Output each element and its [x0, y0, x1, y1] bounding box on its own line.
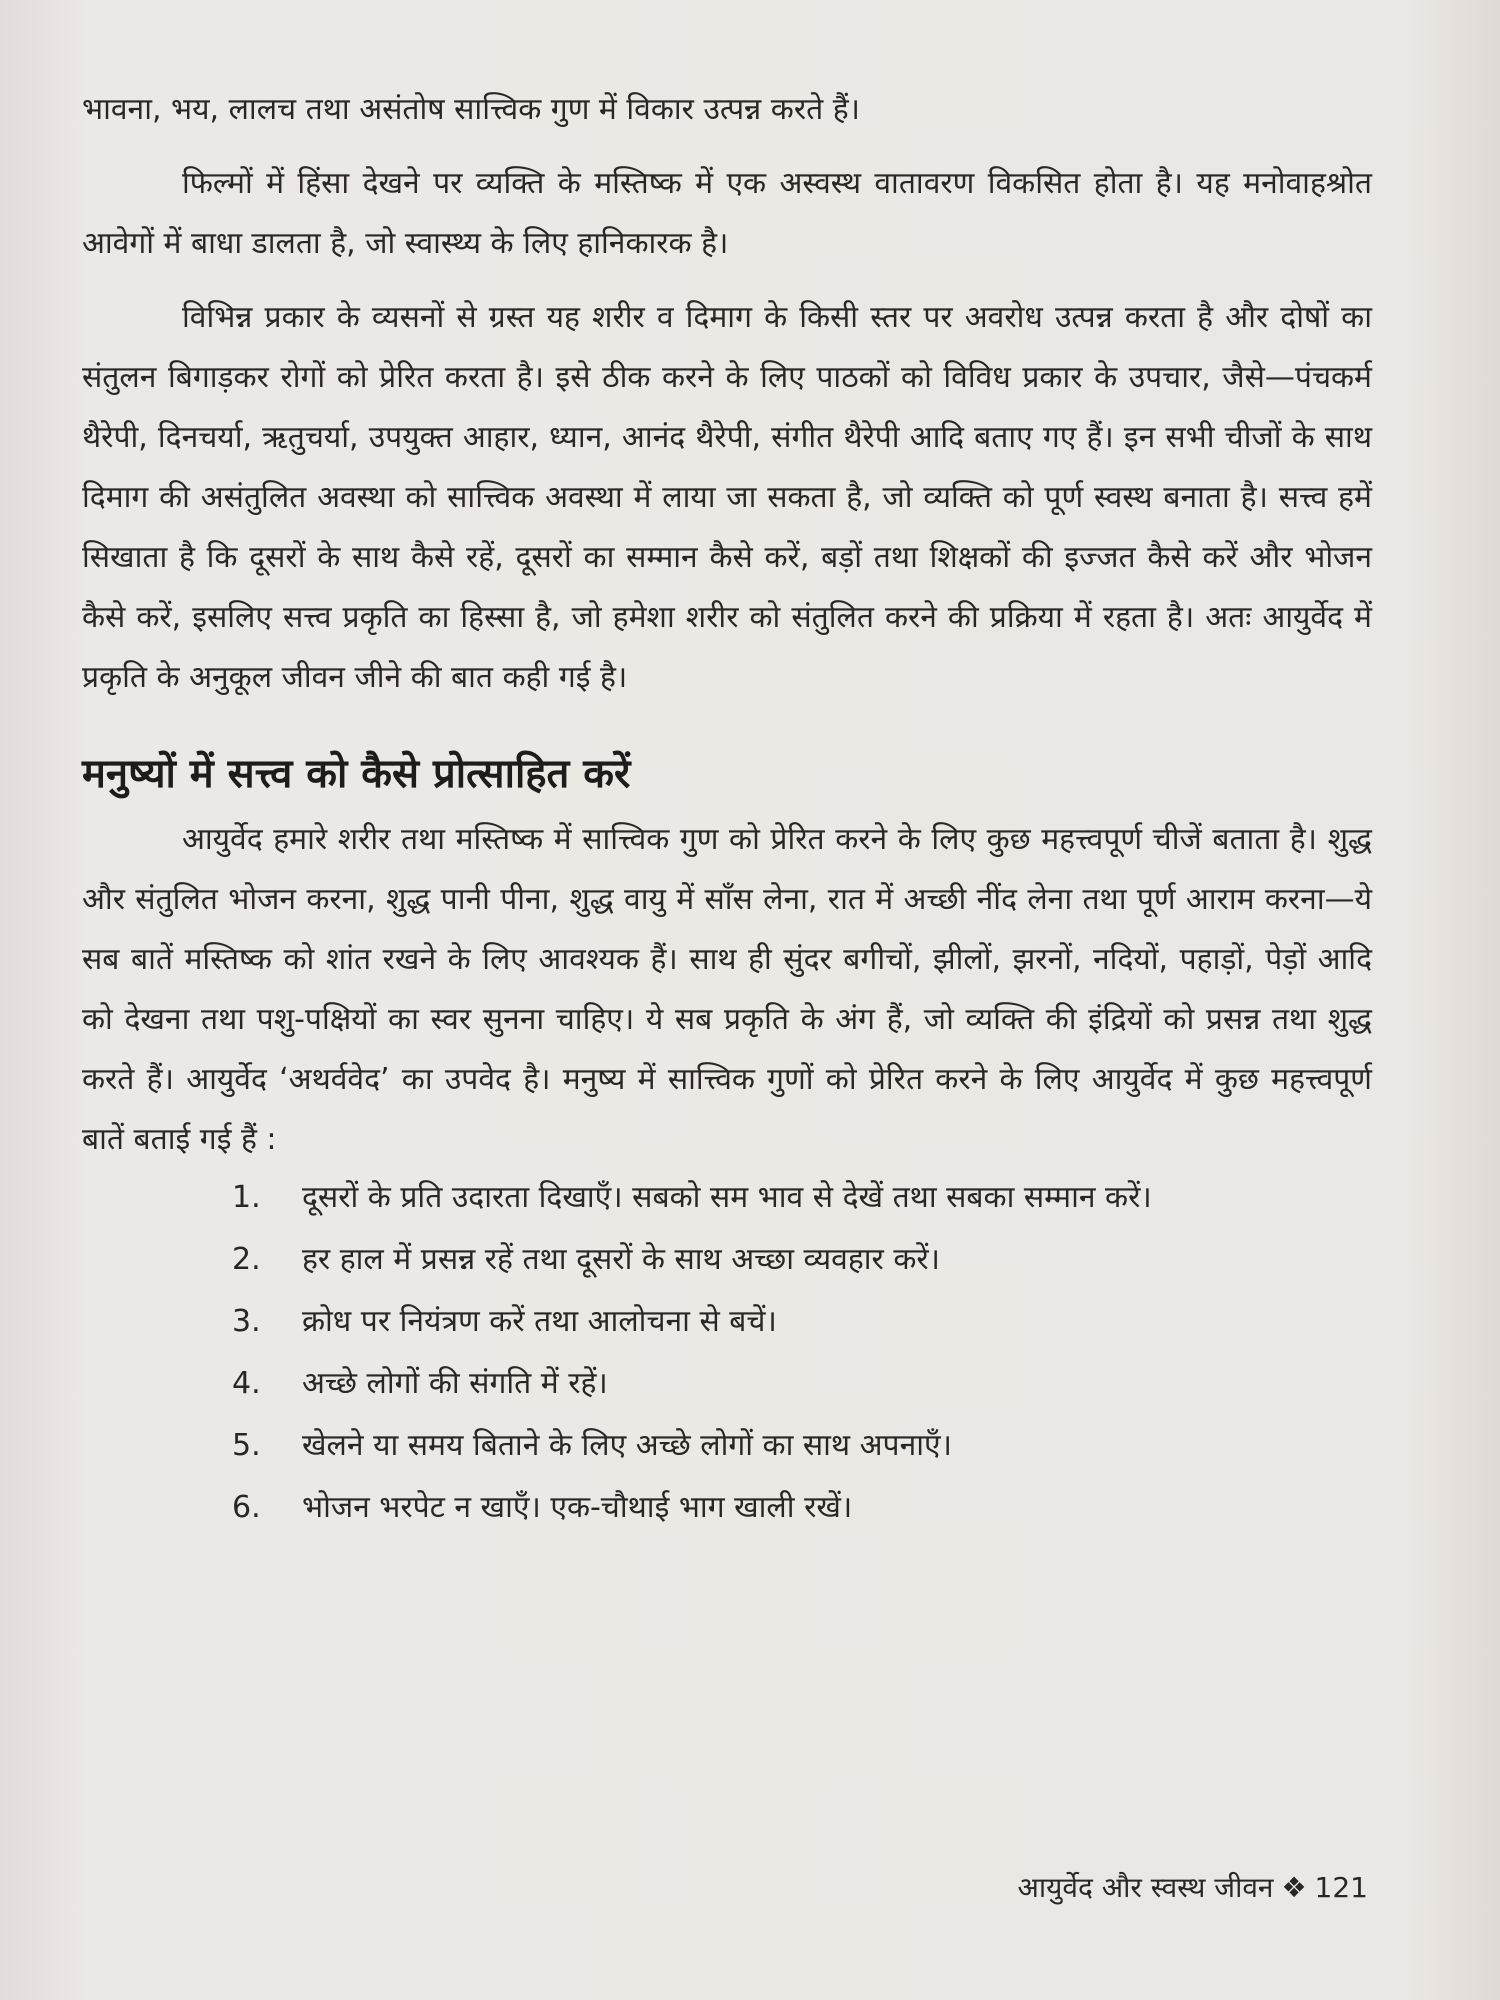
list-item-number: 2. — [232, 1242, 261, 1277]
list-item — [232, 1356, 1372, 1412]
list-item-text: भोजन भरपेट न खाएँ। एक-चौथाई भाग खाली रखें। — [302, 1490, 853, 1525]
list-item-number: 4. — [232, 1366, 261, 1401]
list-item-number: 5. — [232, 1428, 261, 1463]
list-item — [232, 1418, 1372, 1474]
list-item-text: खेलने या समय बिताने के लिए अच्छे लोगों का साथ अपनाएँ। — [302, 1428, 952, 1463]
list-item — [232, 1294, 1372, 1350]
ornament-icon: ❖ — [1281, 1871, 1307, 1904]
list-item-text: अच्छे लोगों की संगति में रहें। — [302, 1366, 608, 1401]
list-item-text: हर हाल में प्रसन्न रहें तथा दूसरों के साथ अच्छा व्यवहार करें। — [302, 1242, 941, 1277]
paragraph-2: फिल्मों में हिंसा देखने पर व्यक्ति के मस्तिष्क में एक अस्वस्थ वातावरण विकसित होता है। यह मनोवाहश्रोत आवेगों में बाधा डालता है, जो स्वास्थ्य के लिए हानिकारक है। — [82, 166, 1372, 261]
section-heading: मनुष्यों में सत्त्व को कैसे प्रोत्साहित करें — [82, 751, 631, 797]
page-footer — [1018, 1868, 1368, 1908]
paragraph-3: विभिन्न प्रकार के व्यसनों से ग्रस्त यह शरीर व दिमाग के किसी स्तर पर अवरोध उत्पन्न करता है और दोषों का संतुलन बिगाड़कर रोगों को प्रेरित करता है। इसे ठीक करने के लिए पाठकों को विविध प्रकार के उपचार, जैसे—पंचकर्म थैरेपी, दिनचर्या, ऋतुचर्या, उपयुक्त आहार, ध्यान, आनंद थैरेपी, संगीत थैरेपी आदि बताए गए हैं। इन सभी चीजों के साथ दिमाग की असंतुलित अवस्था को सात्त्विक अवस्था में लाया जा सकता है, जो व्यक्ति को पूर्ण स्वस्थ बनाता है। सत्त्व हमें सिखाता है कि दूसरों के साथ कैसे रहें, दूसरों का सम्मान कैसे करें, बड़ों तथा शिक्षकों की इज्जत कैसे करें और भोजन कैसे करें, इसलिए सत्त्व प्रकृति का हिस्सा है, जो हमेशा शरीर को संतुलित करने की प्रक्रिया में रहता है। अतः आयुर्वेद में प्रकृति के अनुकूल जीवन जीने की बात कही गई है। — [82, 300, 1372, 695]
list-item-number: 1. — [232, 1180, 261, 1215]
page-content — [82, 80, 1372, 1542]
list-item — [232, 1170, 1372, 1226]
list-item-number: 3. — [232, 1304, 261, 1339]
list-item — [232, 1480, 1372, 1536]
footer-book-title: आयुर्वेद और स्वस्थ जीवन — [1017, 1871, 1274, 1904]
list-item-number: 6. — [232, 1490, 261, 1525]
points-list — [82, 1170, 1372, 1536]
list-item-text: दूसरों के प्रति उदारता दिखाएँ। सबको सम भाव से देखें तथा सबका सम्मान करें। — [302, 1180, 1152, 1215]
list-item — [232, 1232, 1372, 1288]
list-item-text: क्रोध पर नियंत्रण करें तथा आलोचना से बचें। — [302, 1304, 777, 1339]
section-paragraph: आयुर्वेद हमारे शरीर तथा मस्तिष्क में सात्त्विक गुण को प्रेरित करने के लिए कुछ महत्त्वपूर्ण चीजें बताता है। शुद्ध और संतुलित भोजन करना, शुद्ध पानी पीना, शुद्ध वायु में साँस लेना, रात में अच्छी नींद लेना तथा पूर्ण आराम करना—ये सब बातें मस्तिष्क को शांत रखने के लिए आवश्यक हैं। साथ ही सुंदर बगीचों, झीलों, झरनों, नदियों, पहाड़ों, पेड़ों आदि को देखना तथा पशु-पक्षियों का स्वर सुनना चाहिए। ये सब प्रकृति के अंग हैं, जो व्यक्ति की इंद्रियों को प्रसन्न तथा शुद्ध करते हैं। आयुर्वेद ‘अथर्ववेद’ का उपवेद है। मनुष्य में सात्त्विक गुणों को प्रेरित करने के लिए आयुर्वेद में कुछ महत्त्वपूर्ण बातें बताई गई हैं : — [82, 822, 1372, 1157]
page-number: 121 — [1314, 1871, 1368, 1904]
paragraph-1: भावना, भय, लालच तथा असंतोष सात्त्विक गुण में विकार उत्पन्न करते हैं। — [82, 92, 861, 127]
